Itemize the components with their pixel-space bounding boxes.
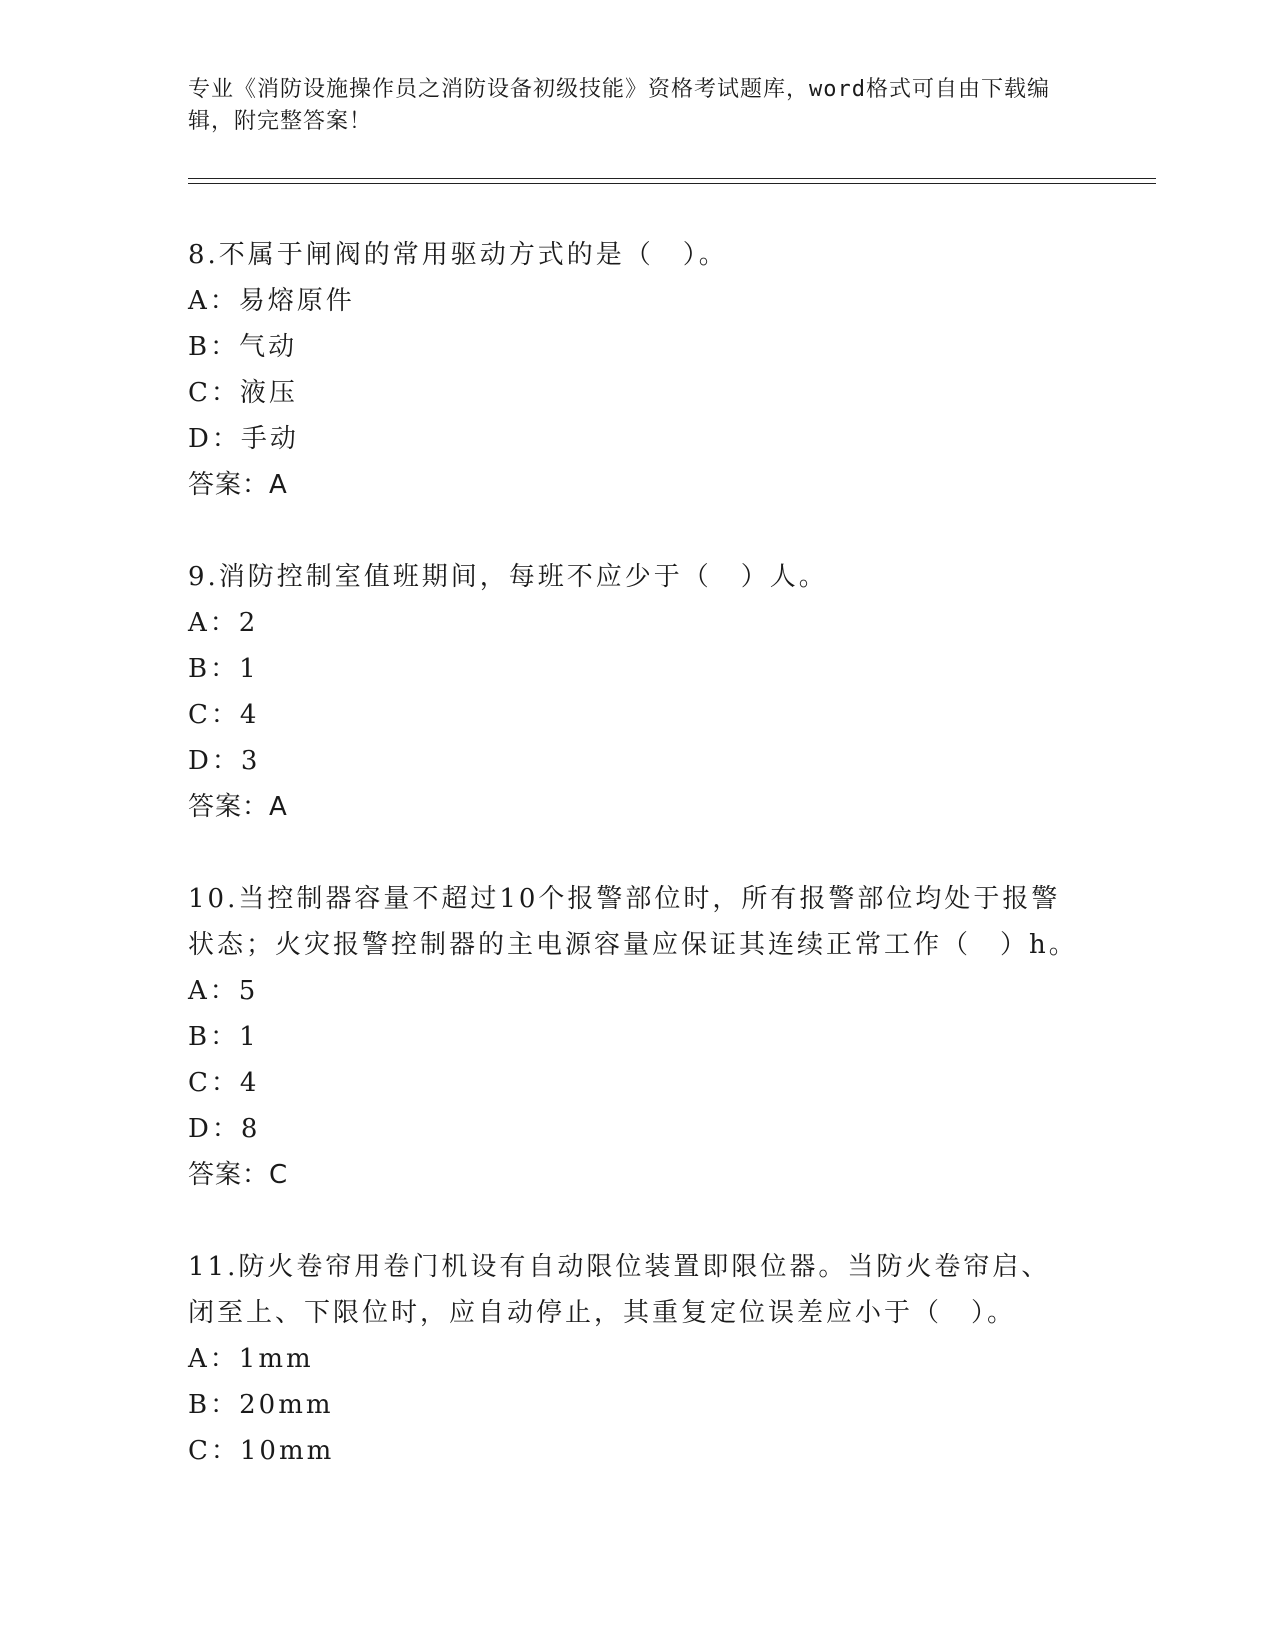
question-8 (188, 232, 1088, 508)
question-list (188, 232, 1088, 1520)
answer: 答案：A (188, 792, 288, 822)
option-c: C：4 (188, 700, 260, 730)
option-b: B：20mm (188, 1390, 334, 1420)
option-c: C：4 (188, 1068, 260, 1098)
question-11 (188, 1244, 1088, 1474)
option-c: C：液压 (188, 378, 298, 408)
option-d: D：3 (188, 746, 261, 776)
option-b: B：气动 (188, 332, 298, 362)
option-b: B：1 (188, 1022, 259, 1052)
answer: 答案：C (188, 1160, 289, 1190)
option-b: B：1 (188, 654, 259, 684)
question-stem: 10.当控制器容量不超过10个报警部位时，所有报警部位均处于报警状态；火灾报警控制器的主电源容量应保证其连续正常工作（ ）h。 (188, 884, 1078, 960)
question-10 (188, 876, 1088, 1198)
question-stem: 9.消防控制室值班期间，每班不应少于（ ）人。 (188, 562, 828, 592)
question-9 (188, 554, 1088, 830)
option-d: D：8 (188, 1114, 261, 1144)
option-d: D：手动 (188, 424, 299, 454)
document-header: 专业《消防设施操作员之消防设备初级技能》资格考试题库，word格式可自由下载编辑，附完整答案！ (188, 77, 1050, 134)
option-a: A：5 (188, 976, 259, 1006)
option-a: A：2 (188, 608, 259, 638)
answer: 答案：A (188, 470, 288, 500)
question-stem: 11.防火卷帘用卷门机设有自动限位装置即限位器。当防火卷帘启、闭至上、下限位时，应自动停止，其重复定位误差应小于（ ）。 (188, 1252, 1051, 1328)
question-stem: 8.不属于闸阀的常用驱动方式的是（ ）。 (188, 240, 728, 270)
option-a: A：易熔原件 (188, 286, 355, 316)
option-a: A：1mm (188, 1344, 314, 1374)
header-divider (188, 178, 1156, 184)
option-c: C：10mm (188, 1436, 335, 1466)
